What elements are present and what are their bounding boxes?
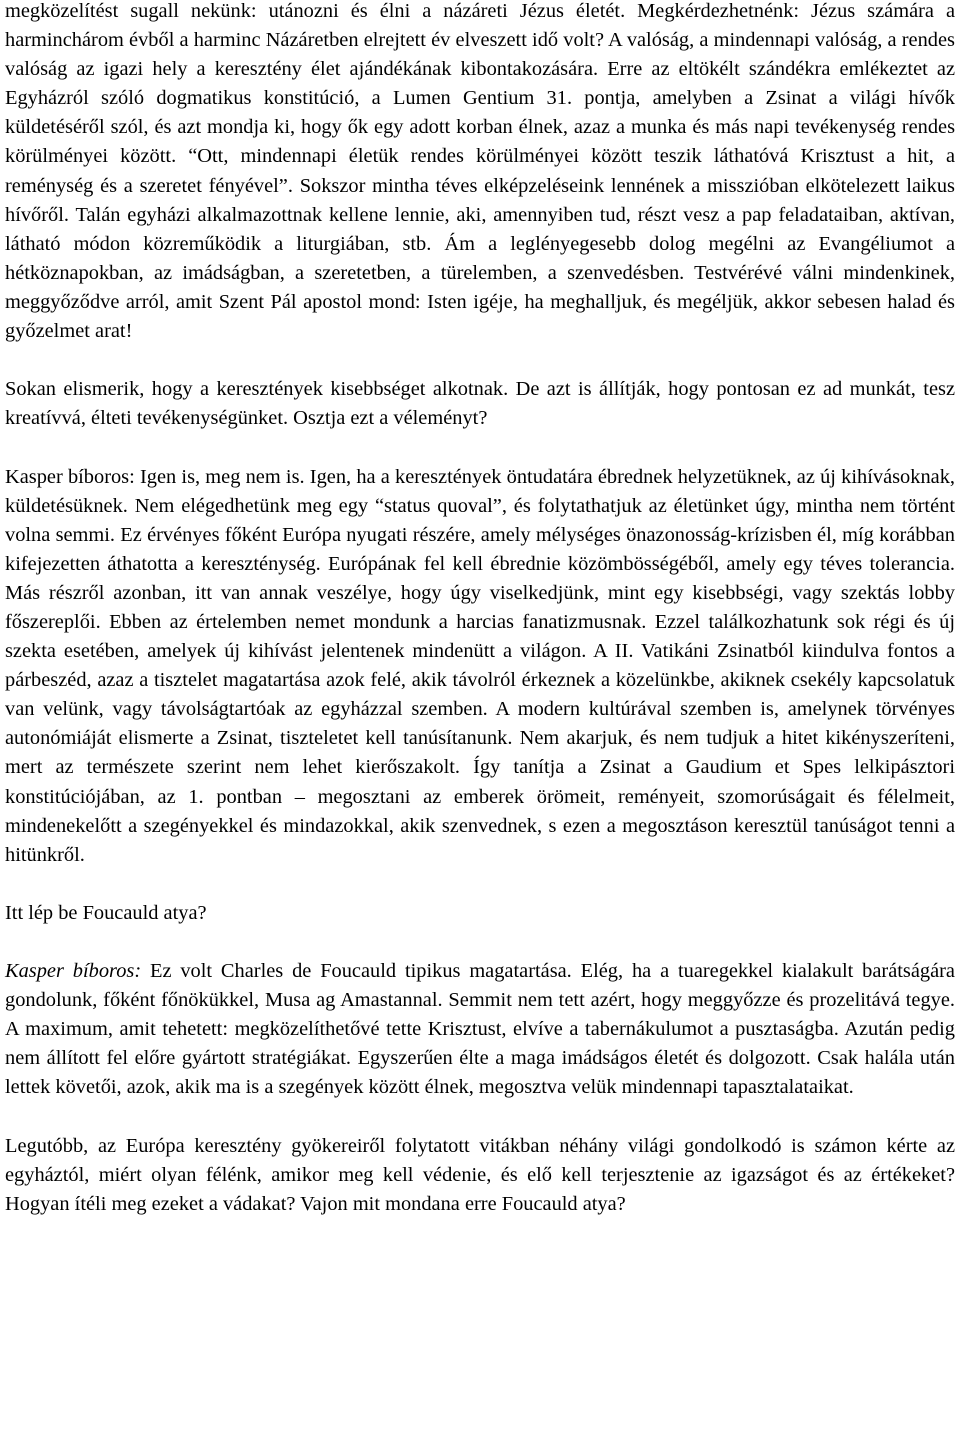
paragraph-question-foucauld (5, 899, 955, 928)
paragraph-text: Ez volt Charles de Foucauld tipikus magatartása. Elég, ha a tuaregekkel kialakult barátságára gondolunk, főként főnökükkel, Musa ag Amastannal. Semmit nem tett azért, hogy meggyőzze és prozelitává tegye. A maximum, amit tehetett: megközelíthetővé tette Krisztust, elvíve a tabernákulumot a pusztaságba. Azután pedig nem állított fel előre gyártott stratégiákat. Egyszerűen élte a maga imádságos életét és dolgozott. Csak halála után lettek követői, azok, akik ma is a szegények között élnek, megosztva velük mindennapi tapasztalataikat. (5, 960, 955, 1099)
speaker-label: Kasper bíboros: (5, 960, 142, 983)
paragraph-text: Igen is, meg nem is. Igen, ha a keresztények öntudatára ébrednek helyzetüknek, az új kihívásoknak, küldetésüknek. Nem elégedhetünk meg egy “status quoval”, és folytathatjuk az életünket úgy, mintha nem történt volna semmi. Ez érvényes főként Európa nyugati részére, amely mélységes önazonosság-krízisben él, míg korábban kifejezetten áthatotta a kereszténység. Európának fel kell ébrednie közömbösségéből, amely egy téves tolerancia. Más részről azonban, itt van annak veszélye, hogy úgy viselkedjünk, mint egy kisebbségi, vagy szektás lobby főszereplői. Ebben az értelemben nemet mondunk a harcias fanatizmusnak. Ezzel találkozhatunk sok régi és új szekta esetében, amelyek új kihívást jelentenek mindenütt a világon. A II. Vatikáni Zsinatból kiindulva fontos a párbeszéd, azaz a tisztelet magatartása azok felé, akik távolról érkeznek a közelünkbe, akiknek csekély kapcsolatuk van velünk, vagy távolságtartóak az egyházzal szemben. A modern kultúrával szemben is, amelynek törvényes autonómiáját elismerte a Zsinat, tiszteletet kell tanúsítanunk. Nem akarjuk, és nem tudjuk a hitet kikényszeríteni, mert az természete szerint nem lehet kierőszakolt. Így tanítja a Zsinat a Gaudium et Spes lelkipásztori konstitúciójában, az 1. pontban – megosztani az emberek örömeit, reményeit, szomorúságait és félelmeit, mindenekelőtt a szegényekkel és mindazokkal, akik szenvednek, s ezen a megosztáson keresztül tanúságot tenni a hitünkről. (5, 465, 955, 866)
paragraph-text: megközelítést sugall nekünk: utánozni és élni a názáreti Jézus életét. Megkérdezhetnénk: Jézus számára a harminchárom évből a harminc Názáretben elrejtett év elveszett idő volt? A valóság, a mindennapi valóság, a rendes valóság az igazi hely a keresztény élet ajándékának kibontakozására. Erre az eltökélt szándékra emlékeztet az Egyházról szóló dogmatikus konstitúció, a Lumen Gentium 31. pontja, amelyben a Zsinat a világi hívők küldetéséről szól, és azt mondja ki, hogy ők egy adott korban élnek, azaz a munka és más napi tevékenység rendes körülményei között. “Ott, mindennapi életük rendes körülményei között teszik láthatóvá Krisztust a hit, a reménység és a szeretet fényével”. Sokszor mintha téves elképzeléseink lennének a misszióban elkötelezett laikus hívőről. Talán egyházi alkalmazottnak kellene lennie, aki, amennyiben tud, részt vesz a pap feladataiban, aktívan, látható módon közreműködik a liturgiában, stb. Ám a leglényegesebb dolog megélni az Evangéliumot a hétköznapokban, az imádságban, a szeretetben, a türelemben, a szenvedésben. Testvérévé válni mindenkinek, meggyőződve arról, amit Szent Pál apostol mond: Isten igéje, ha meghalljuk, és megéljük, akkor sebesen halad és győzelmet arat! (5, 0, 955, 343)
document-page (5, 0, 955, 1219)
paragraph-text: Itt lép be Foucauld atya? (5, 901, 207, 924)
paragraph-answer-foucauld (5, 957, 955, 1102)
paragraph-text: Legutóbb, az Európa keresztény gyökereiről folytatott vitákban néhány világi gondolkodó is számon kérte az egyháztól, miért olyan félénk, amikor meg kell védenie, és elő kell terjesztenie az igazságot és az értékeket? Hogyan ítéli meg ezeket a vádakat? Vajon mit mondana erre Foucauld atya? (5, 1134, 955, 1215)
paragraph-question-europe (5, 1132, 955, 1219)
paragraph-answer-minority (5, 463, 955, 870)
paragraph-intro (5, 0, 955, 346)
speaker-label: Kasper bíboros: (5, 465, 135, 488)
paragraph-question-minority (5, 375, 955, 433)
paragraph-text: Sokan elismerik, hogy a keresztények kisebbséget alkotnak. De azt is állítják, hogy pontosan ez ad munkát, tesz kreatívvá, élteti tevékenységünket. Osztja ezt a véleményt? (5, 378, 955, 430)
